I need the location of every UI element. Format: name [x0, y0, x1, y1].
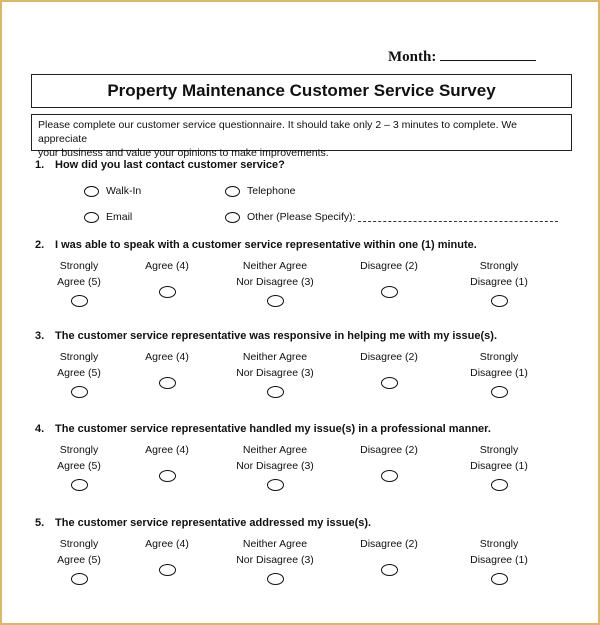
- watermark: [44, 575, 48, 586]
- question-4-text: The customer service representative handled my issue(s) in a professional manner.: [55, 423, 491, 435]
- month-blank-line[interactable]: [440, 48, 536, 61]
- radio-q2-strongly-disagree[interactable]: [491, 295, 508, 307]
- scale-label-line: Agree (5): [57, 367, 101, 379]
- scale-label-line: Disagree (1): [470, 276, 528, 288]
- scale-label-line: Nor Disagree (3): [236, 367, 314, 379]
- scale-label-line: Neither Agree: [242, 351, 308, 363]
- radio-q3-strongly-disagree[interactable]: [491, 386, 508, 398]
- radio-email[interactable]: [84, 212, 99, 223]
- radio-q4-strongly-agree[interactable]: [71, 479, 88, 491]
- scale-label-line: Strongly: [479, 538, 519, 550]
- question-5: [35, 517, 371, 529]
- scale-label-neither: [215, 349, 335, 381]
- scale-label-line: Strongly: [479, 351, 519, 363]
- option-other-label: Other (Please Specify):: [247, 211, 356, 223]
- scale-label-agree: Agree (4): [145, 538, 189, 550]
- scale-label-line: Strongly: [479, 260, 519, 272]
- radio-q4-neither[interactable]: [267, 479, 284, 491]
- radio-q2-disagree[interactable]: [381, 286, 398, 298]
- radio-q4-strongly-disagree[interactable]: [491, 479, 508, 491]
- scale-label-strongly-disagree: [439, 536, 559, 568]
- scale-label-line: Agree (5): [57, 554, 101, 566]
- month-field: [388, 48, 536, 66]
- intro-line-1: Please complete our customer service questionnaire. It should take only 2 – 3 minutes to complete. We appreciate: [38, 119, 517, 145]
- radio-q2-neither[interactable]: [267, 295, 284, 307]
- scale-label-agree: Agree (4): [145, 260, 189, 272]
- scale-label-line: Strongly: [59, 538, 99, 550]
- scale-label-neither: [215, 258, 335, 290]
- radio-telephone[interactable]: [225, 186, 240, 197]
- option-telephone[interactable]: [225, 185, 295, 197]
- radio-q2-strongly-agree[interactable]: [71, 295, 88, 307]
- radio-q4-disagree[interactable]: [381, 470, 398, 482]
- scale-label-disagree: Disagree (2): [360, 260, 418, 272]
- radio-q3-neither[interactable]: [267, 386, 284, 398]
- option-walk-in[interactable]: [84, 185, 141, 197]
- scale-label-strongly-disagree: [439, 442, 559, 474]
- radio-q5-disagree[interactable]: [381, 564, 398, 576]
- question-4: [35, 423, 491, 435]
- intro-text: [31, 114, 572, 159]
- scale-label-line: Nor Disagree (3): [236, 276, 314, 288]
- option-walk-in-label: Walk-In: [106, 185, 142, 197]
- question-3-number: 3.: [35, 330, 45, 342]
- radio-q5-strongly-disagree[interactable]: [491, 573, 508, 585]
- scale-label-line: Disagree (1): [470, 554, 528, 566]
- radio-q3-agree[interactable]: [159, 377, 176, 389]
- question-5-text: The customer service representative addressed my issue(s).: [55, 517, 372, 529]
- question-1: [35, 159, 285, 171]
- scale-label-line: Strongly: [479, 444, 519, 456]
- radio-q5-neither[interactable]: [267, 573, 284, 585]
- option-other[interactable]: [225, 211, 558, 223]
- radio-q3-disagree[interactable]: [381, 377, 398, 389]
- scale-label-disagree: Disagree (2): [360, 444, 418, 456]
- scale-label-line: Nor Disagree (3): [236, 460, 314, 472]
- scale-label-strongly-disagree: [439, 258, 559, 290]
- question-1-text: How did you last contact customer service?: [55, 159, 285, 171]
- scale-label-neither: [215, 442, 335, 474]
- scale-label-line: Neither Agree: [242, 538, 308, 550]
- scale-label-agree: Agree (4): [145, 444, 189, 456]
- question-5-number: 5.: [35, 517, 45, 529]
- option-email-label: Email: [106, 211, 133, 223]
- question-2-number: 2.: [35, 239, 45, 251]
- option-telephone-label: Telephone: [247, 185, 296, 197]
- month-label: Month:: [388, 49, 437, 65]
- intro-line-2: your business and value your opinions to make improvements.: [38, 147, 329, 159]
- radio-q5-agree[interactable]: [159, 564, 176, 576]
- scale-label-line: Agree (5): [57, 276, 101, 288]
- radio-q2-agree[interactable]: [159, 286, 176, 298]
- scale-label-line: Disagree (1): [470, 367, 528, 379]
- question-4-number: 4.: [35, 423, 45, 435]
- scale-label-line: Neither Agree: [242, 444, 308, 456]
- radio-walk-in[interactable]: [84, 186, 99, 197]
- question-3-text: The customer service representative was responsive in helping me with my issue(s).: [55, 330, 497, 342]
- radio-other[interactable]: [225, 212, 240, 223]
- scale-label-line: Strongly: [59, 260, 99, 272]
- question-3: [35, 330, 497, 342]
- scale-label-neither: [215, 536, 335, 568]
- scale-label-agree: Agree (4): [145, 351, 189, 363]
- survey-title: Property Maintenance Customer Service Survey: [31, 74, 572, 108]
- scale-label-strongly-disagree: [439, 349, 559, 381]
- radio-q4-agree[interactable]: [159, 470, 176, 482]
- option-email[interactable]: [84, 211, 132, 223]
- radio-q5-strongly-agree[interactable]: [71, 573, 88, 585]
- scale-label-disagree: Disagree (2): [360, 538, 418, 550]
- scale-label-line: Neither Agree: [242, 260, 308, 272]
- scale-label-line: Disagree (1): [470, 460, 528, 472]
- other-specify-line[interactable]: [358, 212, 558, 222]
- radio-q3-strongly-agree[interactable]: [71, 386, 88, 398]
- scale-label-line: Strongly: [59, 351, 99, 363]
- question-2: [35, 239, 477, 251]
- scale-label-line: Nor Disagree (3): [236, 554, 314, 566]
- scale-label-line: Agree (5): [57, 460, 101, 472]
- scale-label-disagree: Disagree (2): [360, 351, 418, 363]
- question-2-text: I was able to speak with a customer service representative within one (1) minute.: [55, 239, 477, 251]
- question-1-number: 1.: [35, 159, 45, 171]
- scale-label-line: Strongly: [59, 444, 99, 456]
